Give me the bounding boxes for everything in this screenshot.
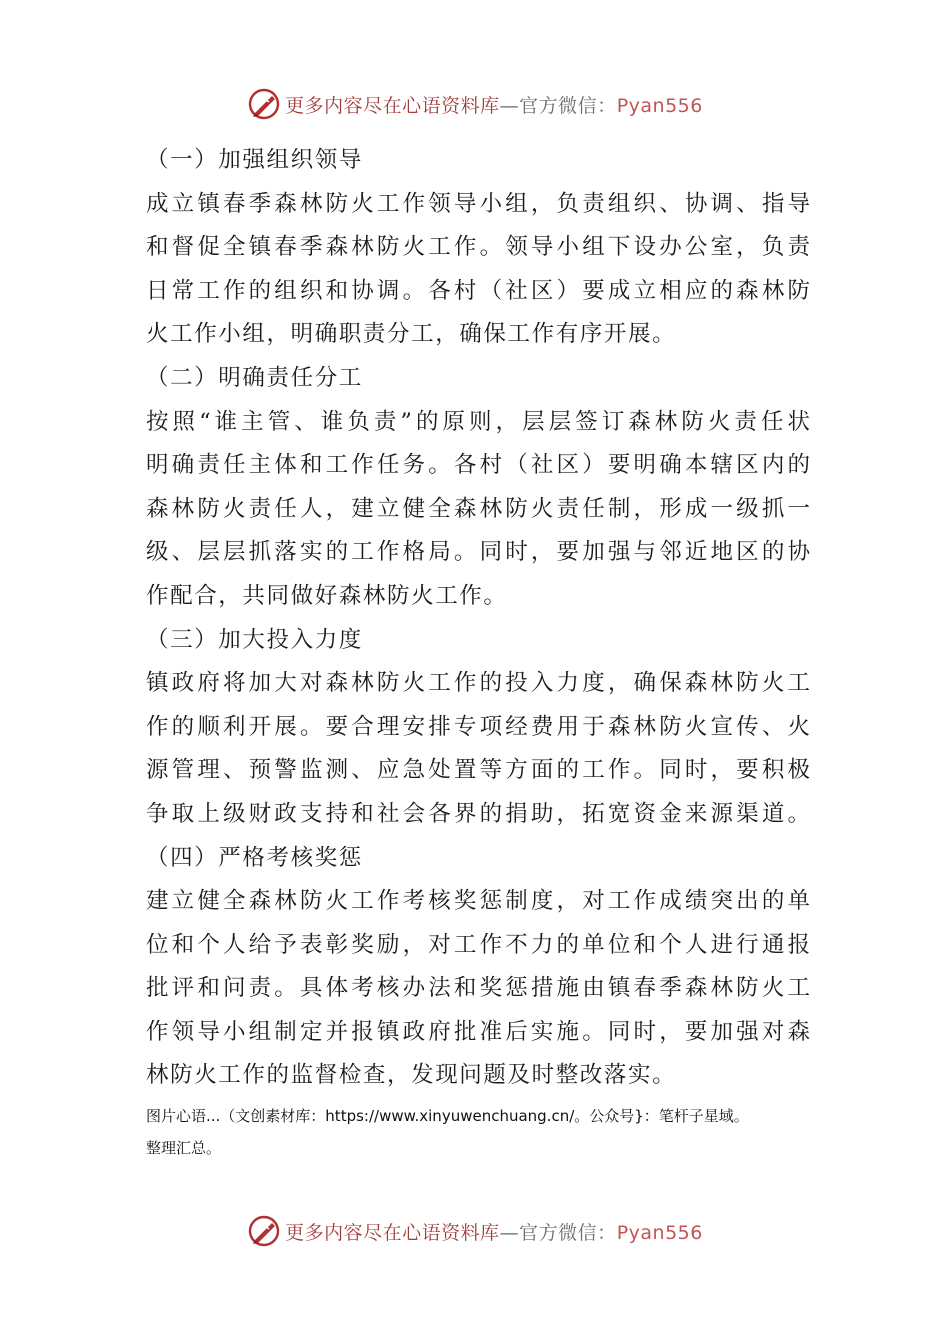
body-line: 明确责任主体和工作任务。各村（社区）要明确本辖区内的 xyxy=(146,452,810,479)
banner-text xyxy=(285,91,703,118)
body-line: 级、层层抓落实的工作格局。同时，要加强与邻近地区的协 xyxy=(146,539,810,566)
wechat-id: Pyan556 xyxy=(616,94,703,117)
wechat-label: 官方微信： xyxy=(519,94,617,117)
body-line: 建立健全森林防火工作考核奖惩制度，对工作成绩突出的单 xyxy=(146,888,810,915)
body-line: 作配合，共同做好森林防火工作。 xyxy=(146,582,508,609)
section-heading-1: （一）加强组织领导 xyxy=(146,147,363,173)
footer-banner xyxy=(0,1211,950,1251)
banner-text xyxy=(285,1218,703,1245)
body-line: 位和个人给予表彰奖励，对工作不力的单位和个人进行通报 xyxy=(146,931,810,958)
body-line: 作领导小组制定并报镇政府批准后实施。同时，要加强对森 xyxy=(146,1018,810,1045)
header-banner xyxy=(0,84,950,124)
section-heading-3: （三）加大投入力度 xyxy=(146,626,363,653)
source-footnote xyxy=(146,1100,826,1164)
banner-prefix: 更多内容尽在心语资料库 xyxy=(285,1221,500,1244)
body-line: 林防火工作的监督检查，发现问题及时整改落实。 xyxy=(146,1062,677,1089)
banner-separator: — xyxy=(499,1221,520,1244)
body-line: 日常工作的组织和协调。各村（社区）要成立相应的森林防 xyxy=(146,277,810,304)
footnote-line-2: 整理汇总。 xyxy=(146,1139,222,1157)
section-heading-4: （四）严格考核奖惩 xyxy=(146,844,363,871)
body-line: 作的顺利开展。要合理安排专项经费用于森林防火宣传、火 xyxy=(146,713,810,740)
body-line: 争取上级财政支持和社会各界的捐助，拓宽资金来源渠道。 xyxy=(146,800,810,827)
document-body xyxy=(146,139,810,1098)
footnote-line-1: 图片心语...（文创素材库：https://www.xinyuwenchuang.cn/。公众号}：笔杆子星域。 xyxy=(146,1107,749,1125)
wechat-id: Pyan556 xyxy=(616,1221,703,1244)
body-line: 镇政府将加大对森林防火工作的投入力度，确保森林防火工 xyxy=(146,670,810,697)
body-line: 和督促全镇春季森林防火工作。领导小组下设办公室，负责 xyxy=(146,234,810,261)
banner-separator: — xyxy=(499,94,520,117)
body-line: 按照“谁主管、谁负责”的原则，层层签订森林防火责任状 xyxy=(146,408,810,435)
pen-logo-icon xyxy=(247,87,281,121)
wechat-label: 官方微信： xyxy=(519,1221,617,1244)
body-line: 批评和问责。具体考核办法和奖惩措施由镇春季森林防火工 xyxy=(146,975,810,1002)
body-line: 成立镇春季森林防火工作领导小组，负责组织、协调、指导 xyxy=(146,190,810,217)
body-line: 源管理、预警监测、应急处置等方面的工作。同时，要积极 xyxy=(146,757,810,784)
section-heading-2: （二）明确责任分工 xyxy=(146,364,363,391)
body-line: 森林防火责任人，建立健全森林防火责任制，形成一级抓一 xyxy=(146,495,810,522)
banner-prefix: 更多内容尽在心语资料库 xyxy=(285,94,500,117)
body-line: 火工作小组，明确职责分工，确保工作有序开展。 xyxy=(146,321,677,348)
pen-logo-icon xyxy=(247,1214,281,1248)
